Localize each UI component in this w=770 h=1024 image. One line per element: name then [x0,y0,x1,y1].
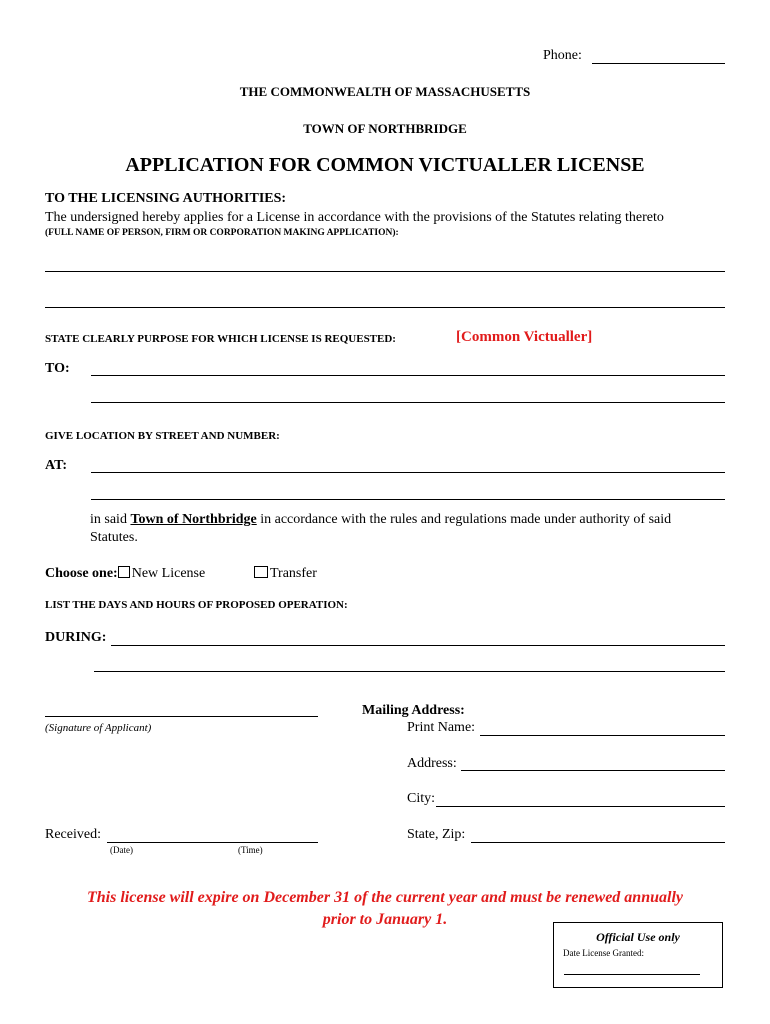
state-zip-label: State, Zip: [407,827,466,842]
print-name-field[interactable] [480,735,725,736]
during-line-2[interactable] [94,671,725,672]
time-caption: (Time) [238,845,263,855]
state-heading: THE COMMONWEALTH OF MASSACHUSETTS [239,84,531,99]
city-label: City: [407,791,436,806]
signature-line[interactable] [45,716,318,717]
phone-label: Phone: [543,48,582,63]
new-license-label: New License [131,566,206,581]
at-label: AT: [45,458,68,473]
operation-label: LIST THE DAYS AND HOURS OF PROPOSED OPERATION: [45,599,348,611]
received-label: Received: [45,827,101,842]
expiry-notice-line2: prior to January 1. [322,911,448,928]
address-label: Address: [407,756,457,771]
signature-caption: (Signature of Applicant) [45,722,152,734]
application-statement: The undersigned hereby applies for a License in accordance with the provisions of the Statutes relating thereto [45,210,664,225]
date-granted-label: Date License Granted: [563,948,644,958]
official-use-box [553,922,723,988]
expiry-notice-line1: This license will expire on December 31 of the current year and must be renewed annually [87,889,683,906]
choose-one-label: Choose one: [45,566,118,581]
full-name-label: (FULL NAME OF PERSON, FIRM OR CORPORATION MAKING APPLICATION): [45,228,399,238]
city-field[interactable] [436,806,725,807]
statutes-text: Statutes. [90,530,138,545]
transfer-label: Transfer [270,566,317,581]
full-name-line-1[interactable] [45,271,725,272]
transfer-option [254,566,317,582]
location-label: GIVE LOCATION BY STREET AND NUMBER: [45,430,280,442]
during-line-1[interactable] [111,645,725,646]
said-suffix: in accordance with the rules and regulations made under authority of said [260,512,672,527]
to-line-1[interactable] [91,375,725,376]
address-field[interactable] [461,770,725,771]
to-label: TO: [45,361,70,376]
transfer-checkbox[interactable] [254,566,268,578]
said-prefix: in said [90,512,127,527]
official-use-title: Official Use only [596,930,680,944]
to-line-2[interactable] [91,402,725,403]
to-authorities-heading: TO THE LICENSING AUTHORITIES: [45,191,287,206]
said-town-sentence [90,512,730,528]
at-line-1[interactable] [91,472,725,473]
state-zip-field[interactable] [471,842,725,843]
purpose-value: [Common Victualler] [456,329,593,345]
during-label: DURING: [45,630,107,645]
phone-field[interactable] [592,63,725,64]
choose-one-row [45,566,205,582]
page-title: APPLICATION FOR COMMON VICTUALLER LICENSE [125,154,645,176]
mailing-heading: Mailing Address: [362,703,465,718]
full-name-line-2[interactable] [45,307,725,308]
print-name-label: Print Name: [407,720,476,735]
received-field[interactable] [107,842,318,843]
town-name: Town of Northbridge [130,512,257,527]
date-granted-field[interactable] [564,974,700,975]
new-license-checkbox[interactable] [118,566,130,578]
at-line-2[interactable] [91,499,725,500]
date-caption: (Date) [110,845,133,855]
town-heading: TOWN OF NORTHBRIDGE [303,121,467,136]
purpose-label: STATE CLEARLY PURPOSE FOR WHICH LICENSE IS REQUESTED: [45,333,396,345]
